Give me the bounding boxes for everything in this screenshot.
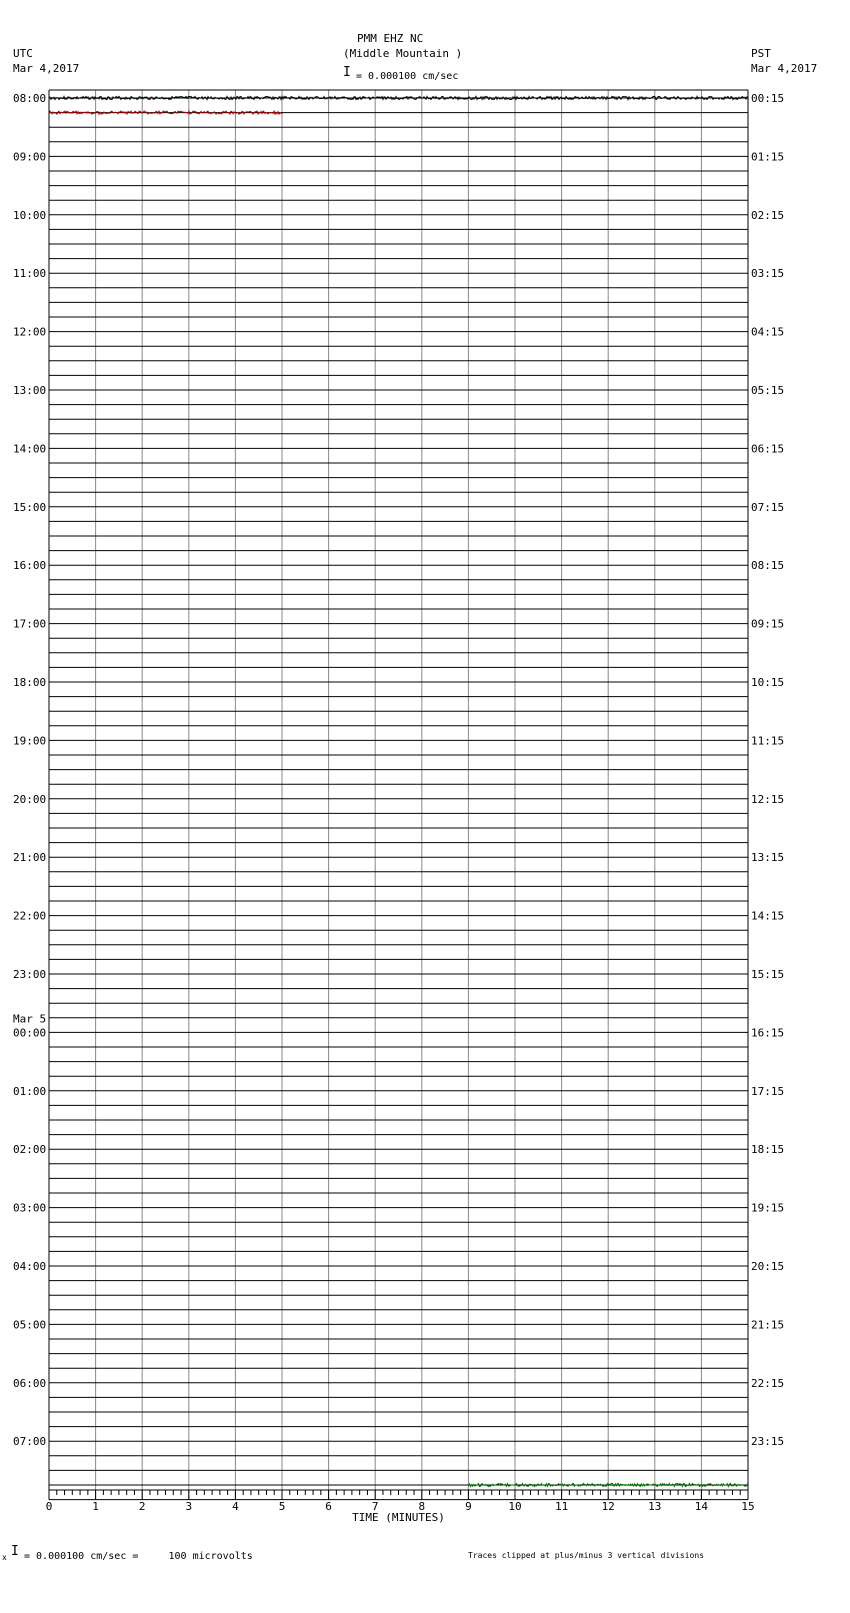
scale-bar-icon: I: [343, 65, 351, 80]
utc-hour-label: 20:00: [13, 792, 47, 806]
x-axis-label: TIME (MINUTES): [352, 1511, 445, 1524]
x-tick-label: 1: [92, 1500, 99, 1513]
pst-hour-label: 21:15: [751, 1318, 785, 1332]
right-date: Mar 4,2017: [751, 62, 818, 75]
station-location: (Middle Mountain ): [343, 47, 463, 60]
right-timezone: PST: [751, 47, 771, 60]
utc-hour-label: 15:00: [13, 500, 47, 514]
left-timezone: UTC: [13, 47, 33, 60]
station-title: PMM EHZ NC: [357, 32, 424, 45]
utc-hour-label: 08:00: [13, 92, 47, 105]
pst-hour-label: 20:15: [751, 1260, 785, 1273]
x-tick-label: 14: [694, 1500, 709, 1513]
pst-hour-label: 01:15: [751, 150, 785, 164]
clip-note: Traces clipped at plus/minus 3 vertical divisions: [468, 1551, 705, 1560]
pst-hour-label: 03:15: [751, 267, 785, 281]
x-tick-label: 3: [185, 1500, 193, 1513]
utc-hour-label: 10:00: [13, 208, 47, 222]
utc-hour-label: 11:00: [13, 267, 47, 281]
x-tick-label: 8: [418, 1500, 426, 1513]
utc-hour-label: 00:00: [13, 1026, 47, 1040]
x-tick-label: 5: [278, 1500, 286, 1513]
pst-hour-label: 18:15: [751, 1143, 785, 1157]
pst-hour-label: 13:15: [751, 851, 785, 865]
pst-hour-label: 12:15: [751, 792, 785, 806]
utc-hour-label: 16:00: [13, 559, 47, 573]
utc-hour-label: 09:00: [13, 150, 47, 164]
footer-scale-label: = 0.000100 cm/sec = 100 microvolts: [24, 1551, 253, 1562]
pst-hour-label: 04:15: [751, 325, 785, 339]
x-tick-label: 12: [601, 1500, 615, 1513]
pst-hour-label: 19:15: [751, 1201, 785, 1215]
utc-hour-label: 14:00: [13, 442, 47, 456]
pst-hour-label: 10:15: [751, 676, 785, 689]
footer-scale-icon: I: [11, 1544, 19, 1559]
utc-hour-label: 18:00: [13, 676, 47, 689]
utc-hour-label: 01:00: [13, 1084, 47, 1098]
x-tick-label: 9: [465, 1500, 472, 1513]
utc-hour-label: 04:00: [13, 1260, 47, 1273]
pst-hour-label: 11:15: [751, 734, 785, 748]
x-tick-label: 2: [138, 1500, 146, 1513]
utc-hour-label: 23:00: [13, 968, 47, 981]
pst-hour-label: 16:15: [751, 1026, 785, 1040]
pst-hour-label: 15:15: [751, 968, 785, 981]
utc-hour-label: 07:00: [13, 1435, 47, 1449]
pst-hour-label: 00:15: [751, 92, 785, 105]
pst-hour-label: 02:15: [751, 208, 785, 222]
pst-hour-label: 07:15: [751, 500, 785, 514]
pst-hour-label: 17:15: [751, 1084, 785, 1098]
left-date: Mar 4,2017: [13, 62, 80, 75]
pst-hour-label: 23:15: [751, 1435, 785, 1449]
pst-hour-label: 06:15: [751, 442, 785, 456]
scale-label: = 0.000100 cm/sec: [356, 71, 459, 82]
x-tick-label: 15: [741, 1500, 755, 1513]
pst-hour-label: 14:15: [751, 909, 785, 923]
footer-mark: x: [2, 1553, 7, 1562]
pst-hour-label: 22:15: [751, 1376, 785, 1390]
utc-hour-label: 06:00: [13, 1376, 47, 1390]
utc-hour-label: 05:00: [13, 1318, 47, 1332]
x-tick-label: 4: [232, 1500, 239, 1513]
utc-hour-label: 21:00: [13, 851, 47, 865]
utc-hour-label: 02:00: [13, 1143, 47, 1157]
date-marker-label: Mar 5: [13, 1012, 47, 1026]
x-tick-label: 11: [554, 1500, 569, 1513]
x-tick-label: 10: [508, 1500, 522, 1513]
x-tick-label: 7: [371, 1500, 379, 1513]
utc-hour-label: 03:00: [13, 1201, 47, 1215]
utc-hour-label: 13:00: [13, 384, 47, 397]
pst-hour-label: 05:15: [751, 384, 785, 397]
utc-hour-label: 12:00: [13, 325, 47, 339]
x-tick-label: 0: [45, 1500, 53, 1513]
utc-hour-label: 17:00: [13, 617, 47, 631]
pst-hour-label: 09:15: [751, 617, 785, 631]
pst-hour-label: 08:15: [751, 559, 785, 573]
x-tick-label: 13: [648, 1500, 662, 1513]
utc-hour-label: 19:00: [13, 734, 47, 748]
utc-hour-label: 22:00: [13, 909, 47, 923]
x-tick-label: 6: [325, 1500, 332, 1513]
